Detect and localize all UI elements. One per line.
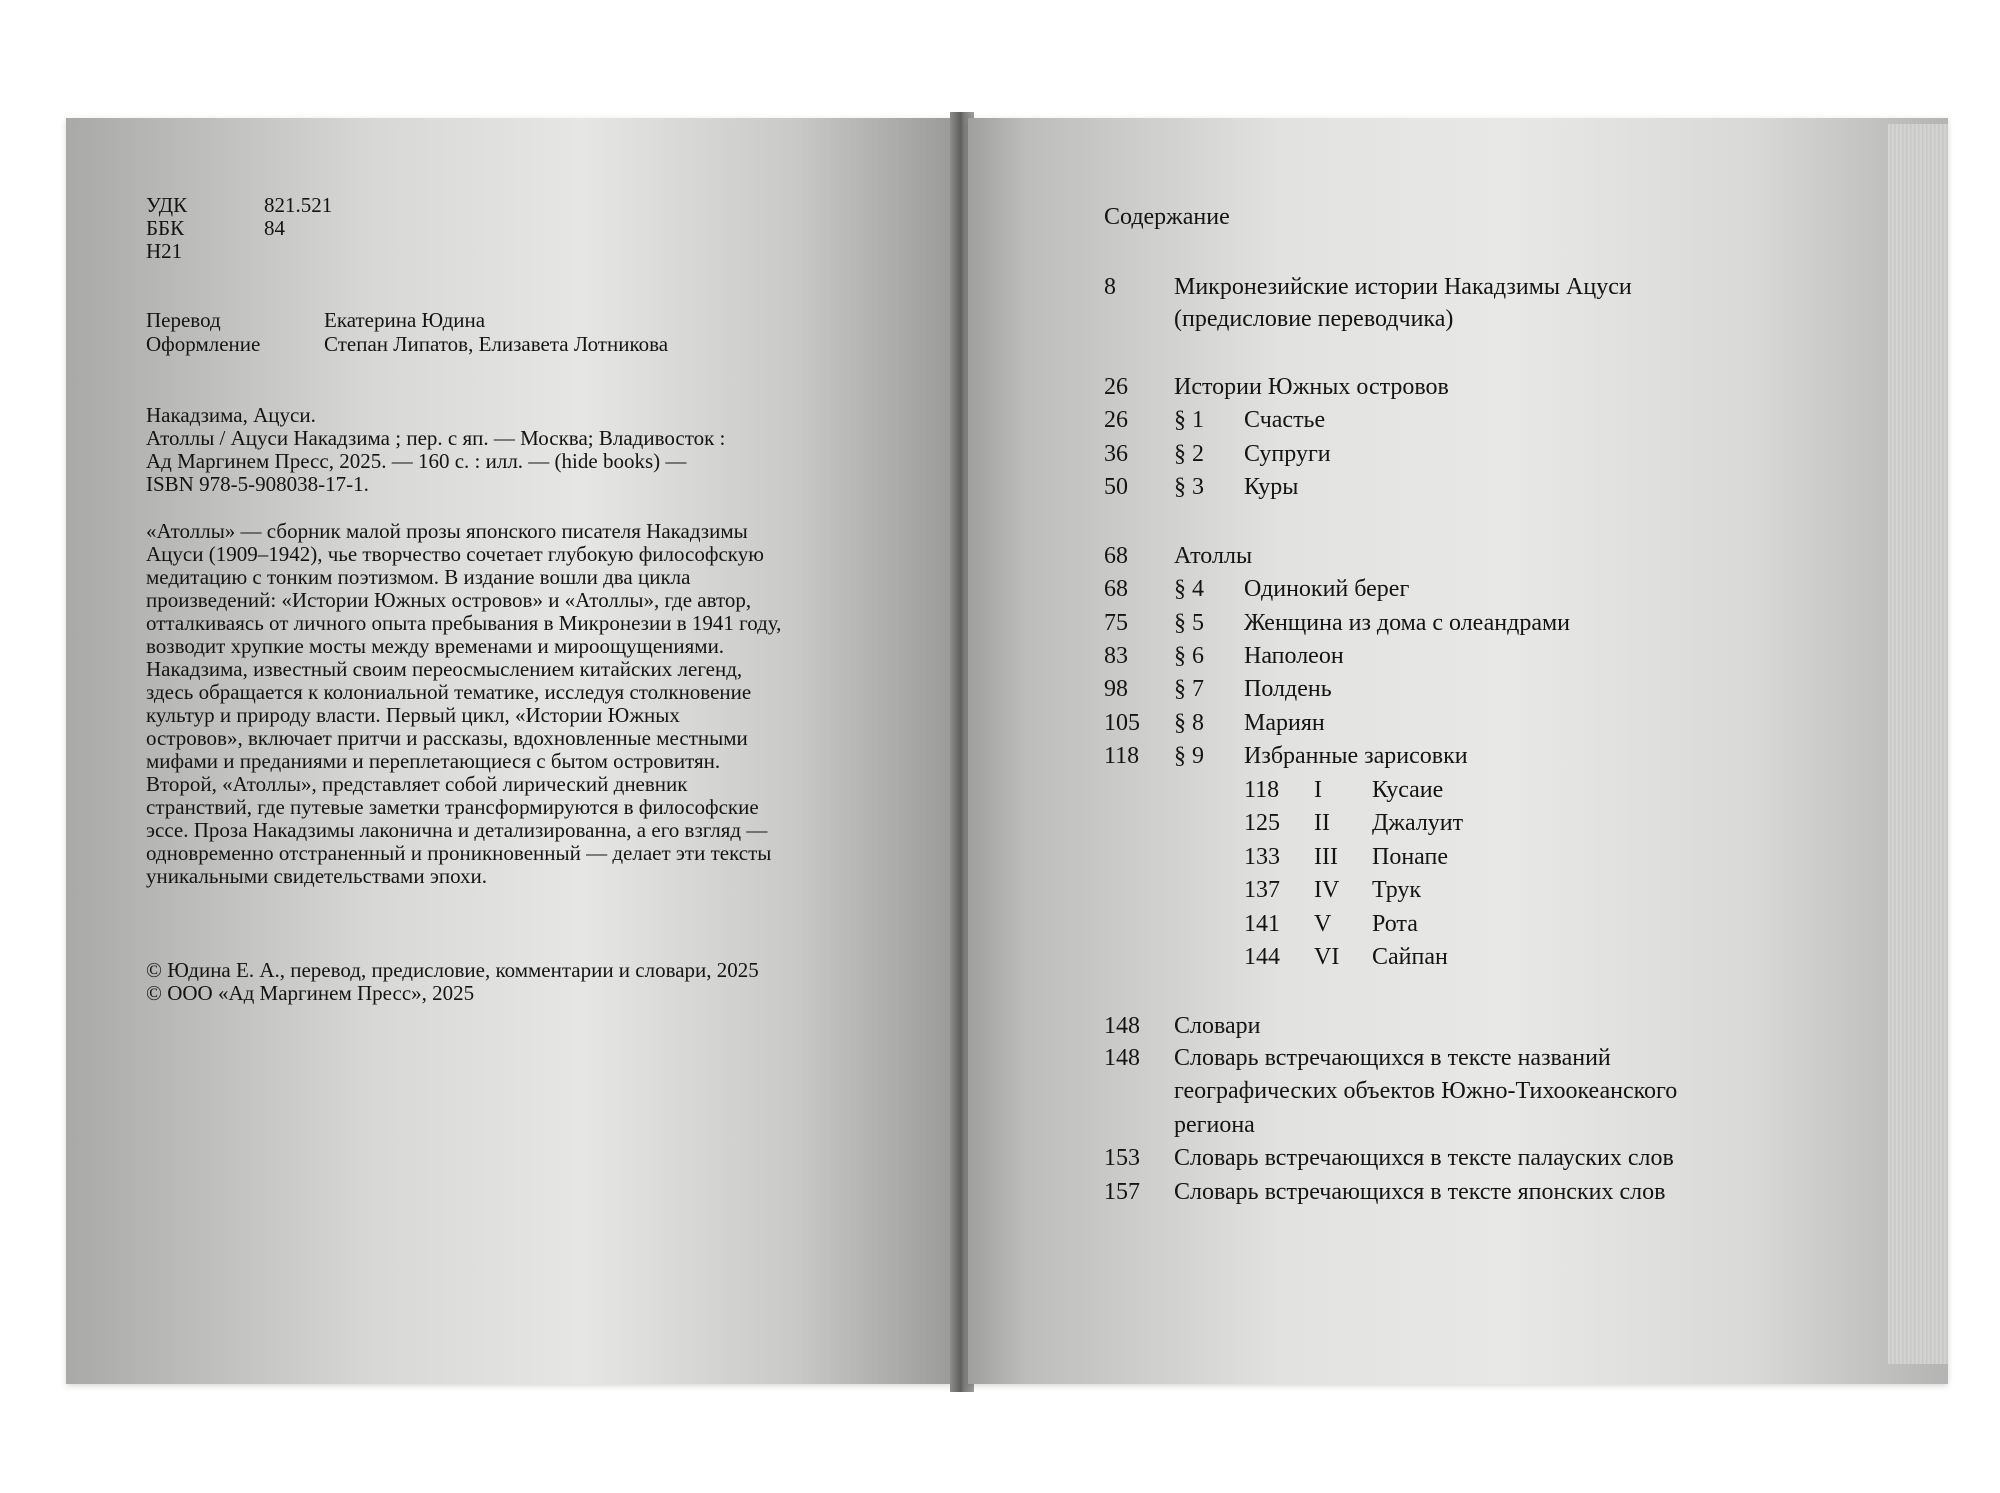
toc-entry-title: Словарь встречающихся в тексте японских слов [1174,1179,1666,1205]
bibliography-line: Накадзима, Ацуси. [146,403,316,427]
toc-roman-mark: IV [1314,877,1340,903]
toc-page-number: 144 [1244,944,1280,970]
toc-page-number: 8 [1104,274,1116,300]
bibliography-line: Атоллы / Ацуси Накадзима ; пер. с яп. — Москва; Владивосток : [146,426,726,450]
toc-entry-title: географических объектов Южно-Тихоокеанского [1174,1078,1678,1104]
toc-entry-title: (предисловие переводчика) [1174,306,1454,332]
toc-section-mark: § 6 [1174,643,1204,669]
abstract-line: Ацуси (1909–1942), чье творчество сочетает глубокую философскую [146,542,764,566]
toc-page-number: 148 [1104,1013,1140,1039]
bbk-value: 84 [264,216,285,240]
toc-page-number: 26 [1104,374,1128,400]
toc-entry-title: Мариян [1244,710,1325,736]
toc-entry-title: Супруги [1244,441,1331,467]
toc-section-mark: § 4 [1174,576,1204,602]
abstract-line: произведений: «Истории Южных островов» и «Атоллы», где автор, [146,588,752,612]
abstract-line: Накадзима, известный своим переосмыслением китайских легенд, [146,657,743,681]
toc-page-number: 26 [1104,407,1128,433]
toc-entry-title: Словарь встречающихся в тексте названий [1174,1045,1611,1071]
toc-section-mark: § 8 [1174,710,1204,736]
toc-section-mark: § 3 [1174,474,1204,500]
toc-entry-title: Истории Южных островов [1174,374,1449,400]
author-mark: Н21 [146,239,183,263]
udk-code: УДК [146,193,188,217]
toc-entry-title: Куры [1244,474,1299,500]
bbk-code: ББК [146,216,185,240]
toc-page-number: 105 [1104,710,1140,736]
toc-page-number: 118 [1244,777,1280,803]
abstract-line: эссе. Проза Накадзимы лаконична и детализированна, а его взгляд — [146,818,768,842]
toc-page-number: 83 [1104,643,1128,669]
copyright-line: © Юдина Е. А., перевод, предисловие, комментарии и словари, 2025 [146,958,759,982]
toc-entry-title: Избранные зарисовки [1244,743,1468,769]
toc-roman-mark: I [1314,777,1322,803]
abstract-line: одновременно отстраненный и проникновенный — делает эти тексты [146,841,772,865]
abstract-line: отталкиваясь от личного опыта пребывания в Микронезии в 1941 году, [146,611,782,635]
credit-role: Перевод [146,308,221,332]
toc-page-number: 50 [1104,474,1128,500]
abstract-line: культур и природу власти. Первый цикл, «Истории Южных [146,703,680,727]
abstract-line: Второй, «Атоллы», представляет собой лирический дневник [146,772,688,796]
toc-entry-title: Одинокий берег [1244,576,1410,602]
toc-section-mark: § 1 [1174,407,1204,433]
abstract-line: медитацию с тонким поэтизмом. В издание вошли два цикла [146,565,691,589]
copyright-line: © ООО «Ад Маргинем Пресс», 2025 [146,981,475,1005]
toc-page-number: 133 [1244,844,1280,870]
abstract-line: «Атоллы» — сборник малой прозы японского писателя Накадзимы [146,519,748,543]
toc-page-number: 148 [1104,1045,1140,1071]
bibliography-line: ISBN 978-5-908038-17-1. [146,472,369,496]
udk-value: 821.521 [264,193,333,217]
abstract-line: уникальными свидетельствами эпохи. [146,864,488,888]
toc-roman-mark: V [1314,911,1332,937]
page-edges [1888,124,1948,1364]
toc-section-mark: § 2 [1174,441,1204,467]
toc-entry-title: региона [1174,1112,1255,1138]
abstract-line: островов», включает притчи и рассказы, вдохновленные местными [146,726,748,750]
toc-section-mark: § 9 [1174,743,1204,769]
credit-name: Степан Липатов, Елизавета Лотникова [324,332,669,356]
toc-entry-title: Трук [1372,877,1422,903]
toc-roman-mark: II [1314,810,1330,836]
bibliography-line: Ад Маргинем Пресс, 2025. — 160 с. : илл. — (hide books) — [146,449,687,473]
toc-entry-title: Словарь встречающихся в тексте палауских слов [1174,1145,1674,1171]
toc-entry-title: Счастье [1244,407,1326,433]
toc-section-mark: § 7 [1174,676,1204,702]
toc-page-number: 36 [1104,441,1128,467]
credit-role: Оформление [146,332,261,356]
toc-entry-title: Сайпан [1372,944,1448,970]
toc-roman-mark: VI [1314,944,1340,970]
contents-heading: Содержание [1104,204,1230,230]
toc-roman-mark: III [1314,844,1338,870]
toc-page-number: 75 [1104,610,1128,636]
toc-page-number: 153 [1104,1145,1140,1171]
toc-entry-title: Кусаие [1372,777,1444,803]
credit-name: Екатерина Юдина [324,308,486,332]
toc-entry-title: Джалуит [1372,810,1464,836]
toc-page-number: 125 [1244,810,1280,836]
toc-entry-title: Словари [1174,1013,1261,1039]
toc-page-number: 68 [1104,576,1128,602]
toc-entry-title: Атоллы [1174,543,1253,569]
toc-page-number: 98 [1104,676,1128,702]
toc-entry-title: Микронезийские истории Накадзимы Ацуси [1174,274,1632,300]
abstract-line: здесь обращается к колониальной тематике, исследуя столкновение [146,680,752,704]
toc-page-number: 141 [1244,911,1280,937]
abstract-line: мифами и преданиями и переплетающиеся с бытом островитян. [146,749,721,773]
toc-entry-title: Полдень [1244,676,1332,702]
toc-page-number: 157 [1104,1179,1140,1205]
toc-page-number: 137 [1244,877,1280,903]
toc-entry-title: Женщина из дома с олеандрами [1244,610,1571,636]
toc-entry-title: Наполеон [1244,643,1344,669]
toc-page-number: 118 [1104,743,1140,769]
toc-entry-title: Рота [1372,911,1418,937]
abstract-line: странствий, где путевые заметки трансформируются в философские [146,795,759,819]
toc-section-mark: § 5 [1174,610,1204,636]
toc-entry-title: Понапе [1372,844,1449,870]
toc-page-number: 68 [1104,543,1128,569]
abstract-line: возводит хрупкие мосты между временами и мироощущениями. [146,634,725,658]
